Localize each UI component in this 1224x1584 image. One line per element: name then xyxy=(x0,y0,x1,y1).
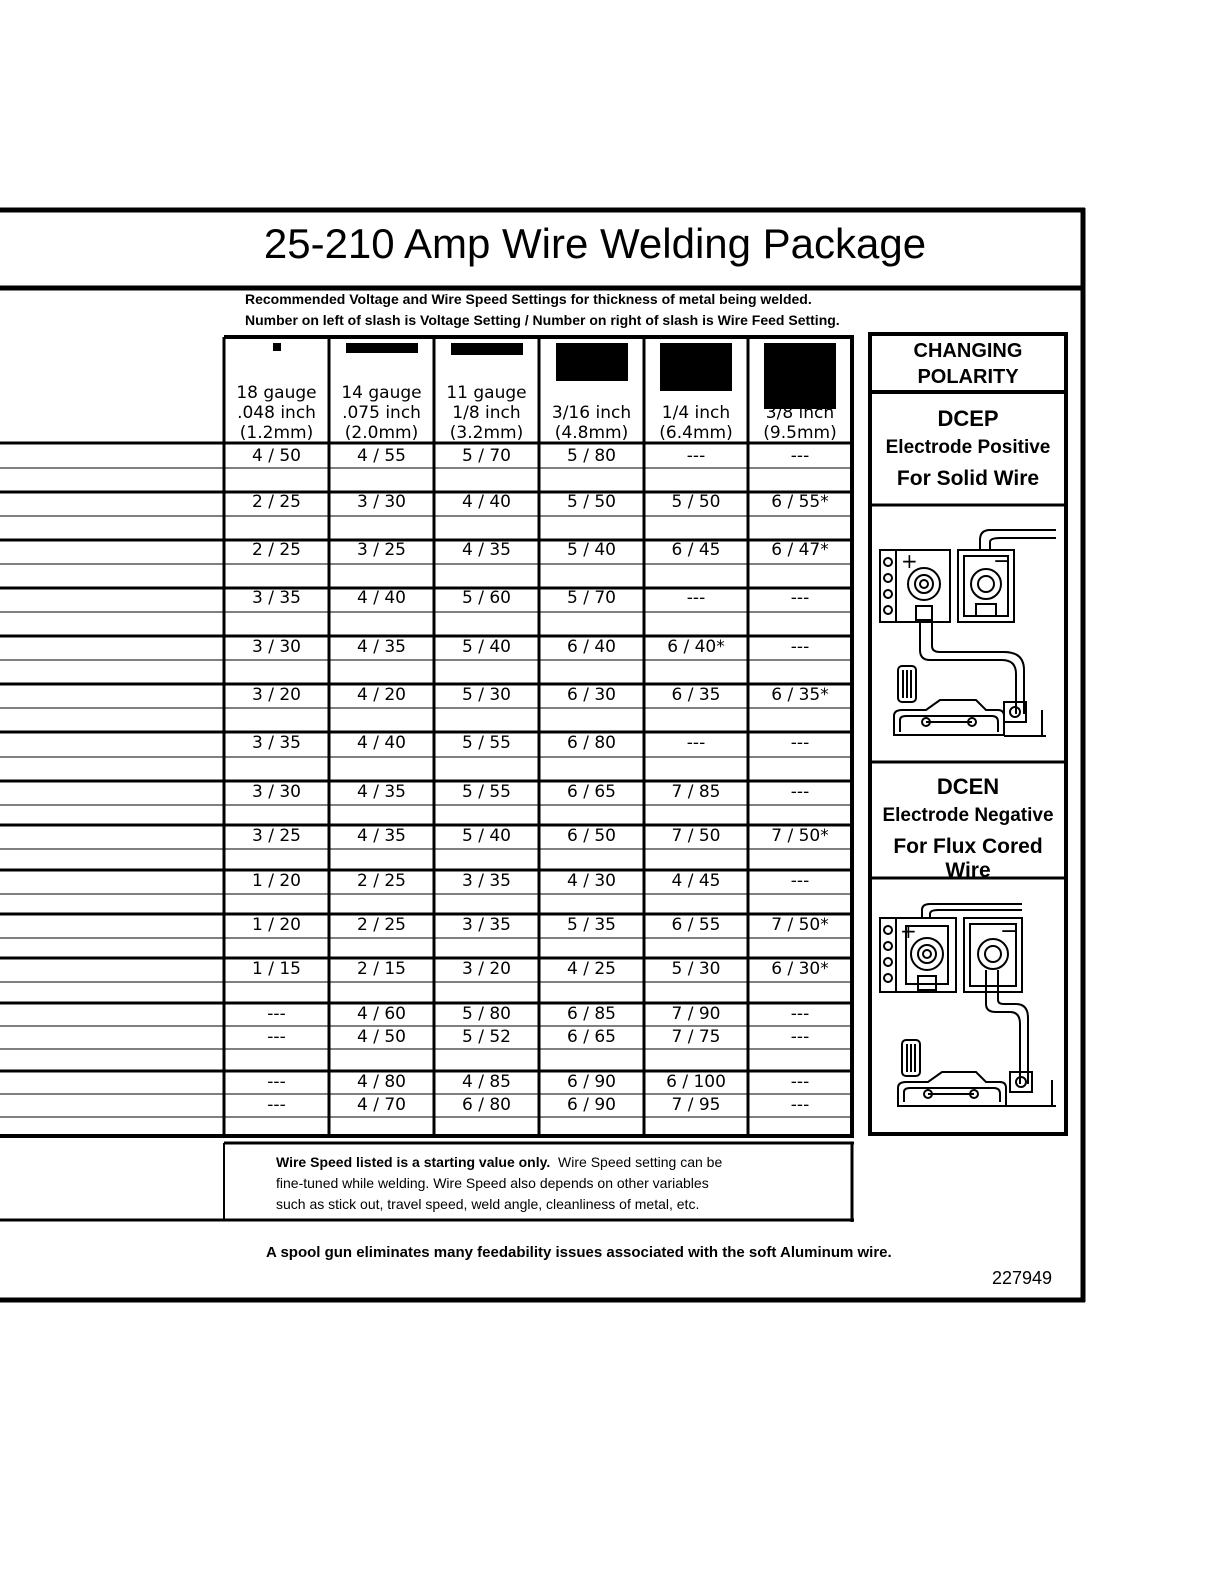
setting-cell: 5 / 40 xyxy=(462,826,511,846)
setting-cell: --- xyxy=(267,1027,286,1047)
setting-cell: 4 / 55 xyxy=(357,446,406,466)
setting-cell: --- xyxy=(790,1095,810,1115)
metal-thickness-swatch xyxy=(451,343,523,355)
header-gauge: 18 gauge xyxy=(236,383,317,403)
page-title: 25-210 Amp Wire Welding Package xyxy=(263,220,927,267)
dcep-line2: For Solid Wire xyxy=(896,467,1040,490)
setting-cell: --- xyxy=(790,446,810,466)
setting-cell: 5 / 80 xyxy=(567,446,616,466)
setting-cell: 3 / 20 xyxy=(462,959,511,979)
setting-cell: --- xyxy=(686,588,706,608)
column-header xyxy=(224,339,329,443)
setting-cell: 5 / 60 xyxy=(462,588,511,608)
setting-cell: 5 / 50 xyxy=(671,492,721,512)
setting-cell: 7 / 95 xyxy=(671,1095,721,1115)
header-gauge xyxy=(644,383,748,403)
setting-cell: 6 / 30 xyxy=(567,685,616,705)
setting-cell: 4 / 60 xyxy=(357,1004,406,1024)
header-mm: (2.0mm) xyxy=(344,423,419,443)
dcep-title: DCEP xyxy=(937,406,999,431)
column-header-text xyxy=(434,383,539,443)
dcen-title: DCEN xyxy=(936,774,1000,799)
setting-cell: --- xyxy=(790,733,810,753)
setting-cell: 5 / 35 xyxy=(567,915,616,935)
setting-cell: 4 / 30 xyxy=(567,871,616,891)
column-header-text xyxy=(644,383,748,443)
setting-cell: 4 / 50 xyxy=(357,1027,406,1047)
header-mm: (6.4mm) xyxy=(659,423,733,443)
column-header-text xyxy=(329,383,434,443)
setting-cell: 6 / 35* xyxy=(771,685,829,705)
setting-cell: 4 / 70 xyxy=(357,1095,406,1115)
setting-cell: 5 / 52 xyxy=(462,1027,511,1047)
setting-cell: 2 / 15 xyxy=(357,959,406,979)
column-header xyxy=(434,339,539,443)
setting-cell: 1 / 20 xyxy=(252,915,301,935)
setting-cell: --- xyxy=(267,1072,286,1092)
header-inch: 1/8 inch xyxy=(452,403,521,423)
setting-cell: 6 / 80 xyxy=(567,733,616,753)
metal-thickness-swatch xyxy=(346,343,418,353)
setting-cell: 6 / 55* xyxy=(771,492,829,512)
setting-cell: 6 / 65 xyxy=(567,782,616,802)
dcep-minus-label: − xyxy=(993,549,1012,574)
document-number: 227949 xyxy=(992,1268,1053,1288)
setting-cell: 2 / 25 xyxy=(252,540,301,560)
setting-cell: 2 / 25 xyxy=(357,871,406,891)
setting-cell: --- xyxy=(790,1072,810,1092)
setting-cell: 3 / 35 xyxy=(252,588,301,608)
setting-cell: 3 / 30 xyxy=(357,492,406,512)
header-inch: 3/16 inch xyxy=(551,403,632,423)
setting-cell: 4 / 40 xyxy=(357,733,406,753)
setting-cell: --- xyxy=(790,1027,810,1047)
note-line-2: fine-tuned while welding. Wire Speed also depends on other variables xyxy=(276,1175,709,1191)
setting-cell: 5 / 70 xyxy=(567,588,616,608)
column-header-text xyxy=(539,383,644,443)
dcep-connection-diagram xyxy=(872,510,1064,760)
subtitle-line-2: Number on left of slash is Voltage Setting / Number on right of slash is Wire Feed Setting. xyxy=(245,312,840,328)
setting-cell: 6 / 55 xyxy=(671,915,721,935)
setting-cell: 4 / 85 xyxy=(462,1072,511,1092)
header-gauge xyxy=(748,383,852,403)
setting-cell: 6 / 40* xyxy=(667,637,725,657)
header-mm: (9.5mm) xyxy=(763,423,837,443)
setting-cell: 4 / 50 xyxy=(252,446,301,466)
setting-cell: 3 / 35 xyxy=(252,733,301,753)
setting-cell: --- xyxy=(790,1004,810,1024)
setting-cell: 4 / 80 xyxy=(357,1072,406,1092)
setting-cell: 6 / 85 xyxy=(567,1004,616,1024)
column-header-text xyxy=(748,383,852,443)
setting-cell: --- xyxy=(686,446,706,466)
note-line-1 xyxy=(276,1152,836,1173)
header-gauge: 14 gauge xyxy=(341,383,422,403)
header-mm: (1.2mm) xyxy=(239,423,314,443)
metal-thickness-swatch xyxy=(273,343,281,351)
setting-cell: 2 / 25 xyxy=(357,915,406,935)
setting-cell: 7 / 90 xyxy=(671,1004,721,1024)
setting-cell: 4 / 25 xyxy=(567,959,616,979)
setting-cell: 6 / 35 xyxy=(671,685,721,705)
header-inch: 1/4 inch xyxy=(661,403,731,423)
setting-cell: 6 / 100 xyxy=(666,1072,726,1092)
setting-cell: 5 / 80 xyxy=(462,1004,511,1024)
note-line-3: such as stick out, travel speed, weld angle, cleanliness of metal, etc. xyxy=(276,1196,700,1212)
setting-cell: 3 / 35 xyxy=(462,915,511,935)
setting-cell: 3 / 30 xyxy=(252,782,301,802)
setting-cell: 6 / 30* xyxy=(771,959,829,979)
setting-cell: 6 / 40 xyxy=(567,637,616,657)
dcep-line1: Electrode Positive xyxy=(885,437,1051,458)
setting-cell: --- xyxy=(790,637,810,657)
header-gauge: 11 gauge xyxy=(446,383,527,403)
setting-cell: 2 / 25 xyxy=(252,492,301,512)
setting-cell: 5 / 30 xyxy=(671,959,721,979)
setting-cell: 6 / 50 xyxy=(567,826,616,846)
dcen-line1: Electrode Negative xyxy=(882,805,1054,826)
column-header xyxy=(539,339,644,443)
setting-cell: 7 / 50* xyxy=(771,915,829,935)
column-header xyxy=(329,339,434,443)
setting-cell: 1 / 20 xyxy=(252,871,301,891)
header-mm: (4.8mm) xyxy=(554,423,629,443)
polarity-heading-text: CHANGING POLARITY xyxy=(913,340,1023,388)
setting-cell: 5 / 40 xyxy=(567,540,616,560)
dcen-line2: For Flux Cored Wire xyxy=(893,835,1043,882)
setting-cell: --- xyxy=(790,588,810,608)
setting-cell: 6 / 90 xyxy=(567,1095,616,1115)
setting-cell: 7 / 85 xyxy=(671,782,721,802)
note-line-1-rest: Wire Speed setting can be xyxy=(558,1154,723,1170)
setting-cell: 3 / 30 xyxy=(252,637,301,657)
dcen-minus-label: − xyxy=(1000,919,1019,944)
setting-cell: 5 / 30 xyxy=(462,685,511,705)
setting-cell: 4 / 35 xyxy=(357,782,406,802)
setting-cell: --- xyxy=(790,871,810,891)
setting-cell: 4 / 40 xyxy=(462,492,511,512)
setting-cell: --- xyxy=(267,1095,286,1115)
setting-cell: 7 / 75 xyxy=(671,1027,721,1047)
note-bold: Wire Speed listed is a starting value only. xyxy=(276,1154,551,1170)
setting-cell: 3 / 25 xyxy=(252,826,301,846)
header-gauge xyxy=(539,383,644,403)
column-header xyxy=(748,339,852,443)
polarity-heading xyxy=(872,338,1064,390)
setting-cell: 5 / 50 xyxy=(567,492,616,512)
setting-cell: 6 / 65 xyxy=(567,1027,616,1047)
setting-cell: 5 / 40 xyxy=(462,637,511,657)
setting-cell: 4 / 35 xyxy=(462,540,511,560)
setting-cell: 6 / 90 xyxy=(567,1072,616,1092)
setting-cell: 4 / 35 xyxy=(357,637,406,657)
subtitle-line-1: Recommended Voltage and Wire Speed Settings for thickness of metal being welded. xyxy=(245,291,812,307)
setting-cell: 7 / 50 xyxy=(671,826,721,846)
column-header xyxy=(644,339,748,443)
footer-note: A spool gun eliminates many feedability issues associated with the soft Aluminum wire. xyxy=(266,1244,892,1261)
setting-cell: 6 / 45 xyxy=(671,540,721,560)
dcen-plus-label: + xyxy=(900,919,917,943)
setting-cell: 6 / 47* xyxy=(771,540,829,560)
setting-cell: 1 / 15 xyxy=(252,959,301,979)
header-inch: .075 inch xyxy=(342,403,421,423)
setting-cell: --- xyxy=(686,733,706,753)
header-mm: (3.2mm) xyxy=(449,423,524,443)
setting-cell: --- xyxy=(790,782,810,802)
setting-cell: 3 / 35 xyxy=(462,871,511,891)
column-header-text xyxy=(224,383,329,443)
setting-cell: 4 / 40 xyxy=(357,588,406,608)
setting-cell: 6 / 80 xyxy=(462,1095,511,1115)
setting-cell: 3 / 25 xyxy=(357,540,406,560)
wire-speed-note xyxy=(276,1152,836,1215)
metal-thickness-swatch xyxy=(556,343,628,381)
setting-cell: 3 / 20 xyxy=(252,685,301,705)
header-inch: 3/8 inch xyxy=(765,403,835,423)
setting-cell: 4 / 35 xyxy=(357,826,406,846)
setting-cell: 5 / 55 xyxy=(462,782,511,802)
setting-cell: 5 / 70 xyxy=(462,446,511,466)
setting-cell: 4 / 45 xyxy=(671,871,721,891)
setting-cell: 7 / 50* xyxy=(771,826,829,846)
dcep-plus-label: + xyxy=(901,549,918,573)
setting-cell: --- xyxy=(267,1004,286,1024)
setting-cell: 5 / 55 xyxy=(462,733,511,753)
dcen-connection-diagram xyxy=(872,884,1064,1130)
header-inch: .048 inch xyxy=(237,403,316,423)
setting-cell: 4 / 20 xyxy=(357,685,406,705)
